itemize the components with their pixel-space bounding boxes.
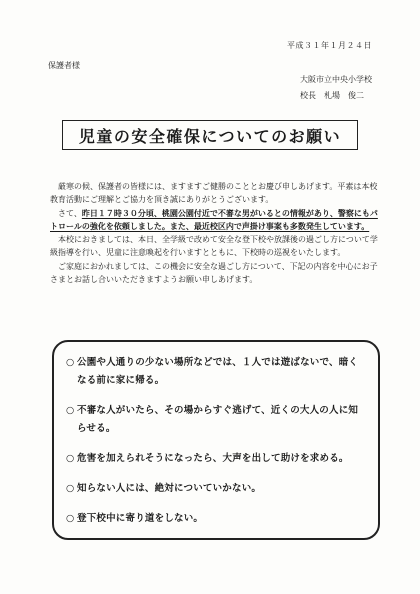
rule-item — [66, 402, 364, 438]
rule-text: 危害を加えられそうになったら、大声を出して助けを求める。 — [77, 453, 349, 464]
rule-text: 登下校中に寄り道をしない。 — [77, 513, 204, 524]
recipient: 保護者様 — [48, 61, 80, 70]
paragraph-greeting: 厳寒の候、保護者の皆様には、ますますご健勝のこととお慶び申しあげます。平素は本校教育活動にご理解とご協力を頂き誠にありがとうございます。 — [50, 182, 378, 205]
rule-text: 公園や人通りの少ない場所などでは、１人では遊ばないで、暗くなる前に家に帰る。 — [77, 357, 359, 386]
document-title: 児童の安全確保についてのお願い — [78, 126, 342, 146]
paragraph-incident — [50, 207, 384, 234]
incident-intro: さて、 — [58, 208, 82, 218]
principal-name: 校長 札場 俊二 — [300, 91, 364, 100]
school-name: 大阪市立中央小学校 — [300, 75, 372, 84]
rule-item — [66, 354, 364, 390]
circle-bullet-icon: ○ — [66, 357, 75, 368]
title-box — [62, 120, 358, 150]
incident-notice: 昨日１７時３０分頃、桃園公園付近で不審な男がいるとの情報があり、警察にもパトロールの強化を依頼しました。また、最近校区内で声掛け事案も多数発生しています。 — [50, 208, 378, 231]
sender-block — [300, 72, 372, 104]
paragraph-school-action: 本校におきましては、本日、全学級で改めて安全な登下校や放課後の過ごし方について学級指導を行い、児童に注意喚起を行いますとともに、下校時の巡視をいたします。 — [50, 235, 378, 258]
safety-rules-box — [52, 340, 380, 540]
date: 平成３１年１月２４日 — [287, 41, 372, 50]
circle-bullet-icon: ○ — [66, 483, 75, 494]
circle-bullet-icon: ○ — [66, 453, 75, 464]
rule-text: 不審な人がいたら、その場からすぐ逃げて、近くの大人の人に知らせる。 — [77, 405, 359, 434]
rule-item — [66, 480, 364, 498]
rule-item — [66, 450, 364, 468]
rule-text: 知らない人には、絶対についていかない。 — [77, 483, 262, 494]
rule-item — [66, 510, 364, 528]
paragraph-request: ご家庭におかれましては、この機会に安全な過ごし方について、下記の内容を中心にお子さまとお話し合いいただきますようお願い申しあげます。 — [50, 261, 378, 285]
circle-bullet-icon: ○ — [66, 405, 75, 416]
body-text — [50, 180, 384, 286]
circle-bullet-icon: ○ — [66, 513, 75, 524]
